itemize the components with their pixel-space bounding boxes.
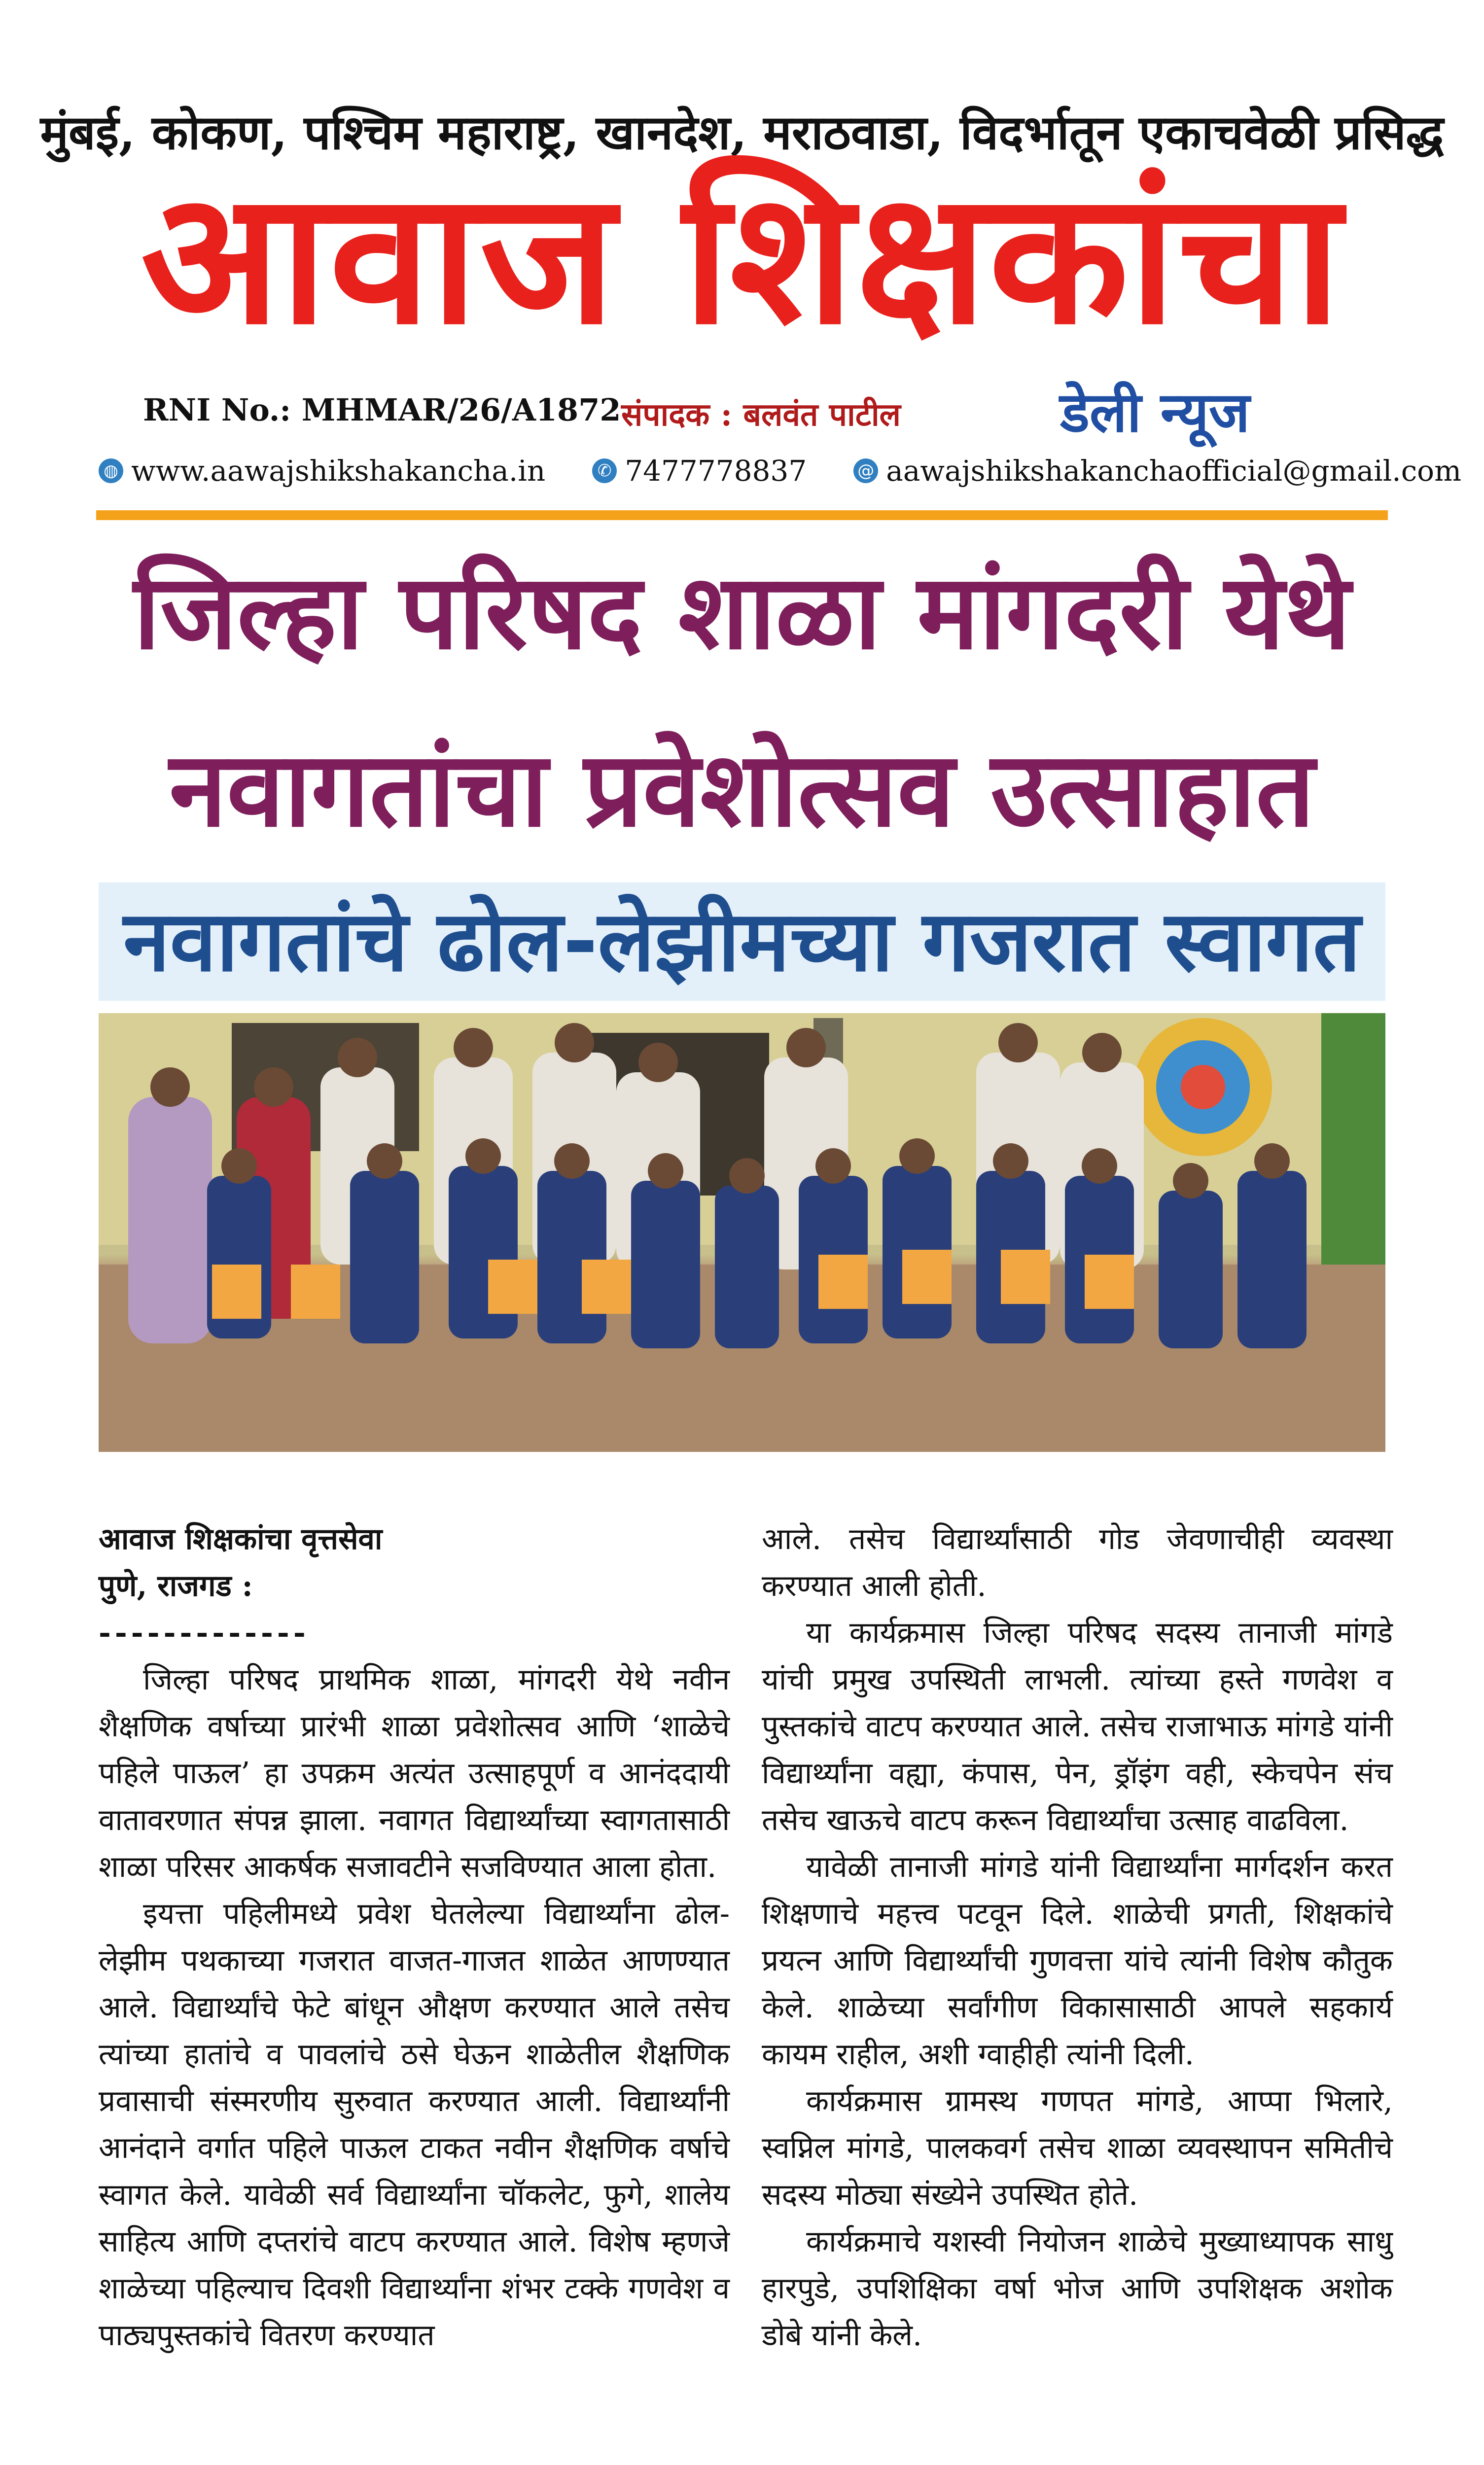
article-paragraph-4: या कार्यक्रमास जिल्हा परिषद सदस्य तानाजी मांगडे यांची प्रमुख उपस्थिती लाभली. त्यांच्या हस्ते गणवेश व पुस्तकांचे वाटप करण्यात आले. तसेच राजाभाऊ मांगडे यांनी विद्यार्थ्यांना वह्या, कंपास, पेन, ड्रॉइंग वही, स्केचपेन संच तसेच खाऊचे वाटप करून विद्यार्थ्यांचा उत्साह वाढविला. [762,1616,1393,1837]
article-column-left [99,1516,730,2359]
article-paragraph-1: जिल्हा परिषद प्राथमिक शाळा, मांगदरी येथे नवीन शैक्षणिक वर्षाच्या प्रारंभी शाळा प्रवेशोत्सव आणि ‘शाळेचे पहिले पाऊल’ हा उपक्रम अत्यंत उत्साहपूर्ण व आनंददायी वातावरणात संपन्न झाला. नवागत विद्यार्थ्यांच्या स्वागतासाठी शाळा परिसर आकर्षक सजावटीने सजविण्यात आला होता. [99,1662,730,1884]
website-text: www.aawajshikshakancha.in [131,454,546,488]
email-text: aawajshikshakanchaofficial@gmail.com [886,454,1462,488]
website-link[interactable] [99,454,545,488]
editor-credit: संपादक : बलवंत पाटील [621,396,901,433]
event-photo [99,1013,1385,1452]
headline-line-1: जिल्हा परिषद शाळा मांगदरी येथे [133,552,1351,672]
globe-icon: ◍ [99,458,123,483]
masthead-tagline: मुंबई, कोकण, पश्चिम महाराष्ट्र, खानदेश, मराठवाडा, विदर्भातून एकाचवेळी प्रसिद्ध [40,105,1444,160]
article-paragraph-5: यावेळी तानाजी मांगडे यांनी विद्यार्थ्यांना मार्गदर्शन करत शिक्षणाचे महत्त्व पटवून दिले. शाळेची प्रगती, शिक्षकांचे प्रयत्न आणि विद्यार्थ्यांची गुणवत्ता यांचे त्यांनी विशेष कौतुक केले. शाळेच्या सर्वांगीण विकासासाठी आपले सहकार्य कायम राहील, अशी ग्वाहीही त्यांनी दिली. [762,1850,1393,2072]
headline-line-2: नवागतांचा प्रवेशोत्सव उत्साहात [169,729,1315,850]
masthead-divider [96,510,1388,520]
article-paragraph-3: आले. तसेच विद्यार्थ्यांसाठी गोड जेवणाचीही व्यवस्था करण्यात आली होती. [762,1522,1393,1603]
email-link[interactable] [853,454,1461,488]
article-dateline: पुणे, राजगड : [99,1569,253,1603]
article-separator: ------------- [99,1616,310,1650]
subheadline: नवागतांचे ढोल-लेझीमच्या गजरात स्वागत [123,893,1361,990]
article-paragraph-7: कार्यक्रमाचे यशस्वी नियोजन शाळेचे मुख्याध्यापक साधु हारपुडे, उपशिक्षिका वर्षा भोज आणि उपशिक्षक अशोक डोबे यांनी केले. [762,2224,1393,2353]
article-paragraph-6: कार्यक्रमास ग्रामस्थ गणपत मांगडे, आप्पा भिलारे, स्वप्निल मांगडे, पालकवर्ग तसेच शाळा व्यवस्थापन समितीचे सदस्य मोठ्या संख्येने उपस्थित होते. [762,2084,1393,2212]
phone-link[interactable] [592,454,807,488]
newspaper-logo: आवाज शिक्षकांचा [141,153,1343,365]
article-column-right [762,1516,1393,2359]
rni-number: RNI No.: MHMAR/26/A1872 [143,392,621,428]
phone-icon: ✆ [592,458,617,483]
daily-news-label: डेली न्यूज [1060,381,1250,445]
contact-strip [99,451,1462,491]
phone-text: 7477778837 [625,454,807,488]
email-icon: @ [853,458,878,483]
article-source: आवाज शिक्षकांचा वृत्तसेवा [99,1522,383,1556]
event-photo-illustration [99,1013,1385,1452]
article-paragraph-2: इयत्ता पहिलीमध्ये प्रवेश घेतलेल्या विद्यार्थ्यांना ढोल-लेझीम पथकाच्या गजरात वाजत-गाजत शाळेत आणण्यात आले. विद्यार्थ्यांचे फेटे बांधून औक्षण करण्यात आले तसेच त्यांच्या हातांचे व पावलांचे ठसे घेऊन शाळेतील शैक्षणिक प्रवासाची संस्मरणीय सुरुवात करण्यात आली. विद्यार्थ्यांनी आनंदाने वर्गात पहिले पाऊल टाकत नवीन शैक्षणिक वर्षाचे स्वागत केले. यावेळी सर्व विद्यार्थ्यांना चॉकलेट, फुगे, शालेय साहित्य आणि दप्तरांचे वाटप करण्यात आले. विशेष म्हणजे शाळेच्या पहिल्याच दिवशी विद्यार्थ्यांना शंभर टक्के गणवेश व पाठ्यपुस्तकांचे वितरण करण्यात [99,1897,730,2353]
